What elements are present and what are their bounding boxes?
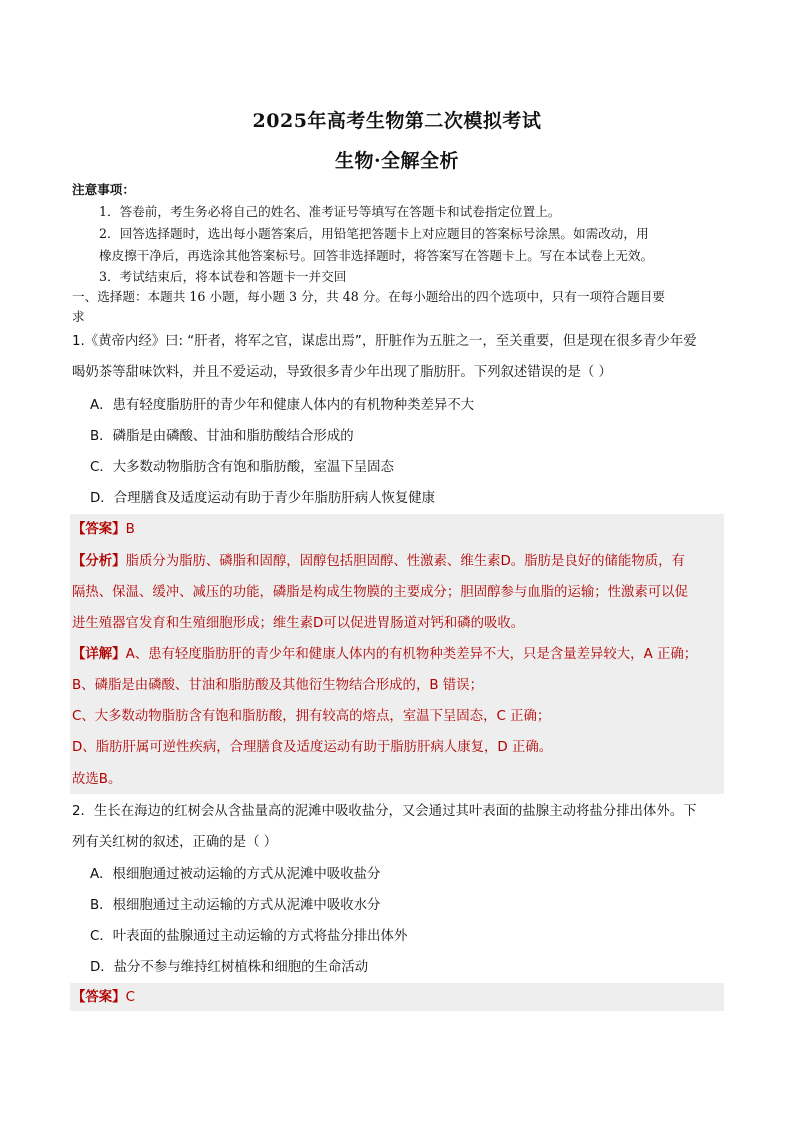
detail-tag: 【详解】: [72, 647, 126, 662]
notice-item-2: 2．回答选择题时，选出每小题答案后，用铅笔把答题卡上对应题目的答案标号涂黑。如需改动，用: [99, 226, 649, 241]
analysis-line-3: 进生殖器官发育和生殖细胞形成；维生素D可以促进胃肠道对钙和磷的吸收。: [72, 616, 525, 631]
detail-line-2: B、磷脂是由磷酸、甘油和脂肪酸及其他衍生物结合形成的，B 错误；: [72, 678, 483, 693]
notice-item-3: 3．考试结束后，将本试卷和答题卡一并交回: [99, 269, 347, 284]
exam-subtitle: 生物·全解全析: [334, 150, 460, 172]
detail-line-3: C、大多数动物脂肪含有饱和脂肪酸，拥有较高的熔点，室温下呈固态，C 正确；: [72, 709, 551, 724]
question-1-analysis: [72, 553, 727, 571]
detail-line-1: A、患有轻度脂肪肝的青少年和健康人体内的有机物种类差异不大，只是含量差异较大，A 正确；: [125, 647, 698, 662]
question-1-option-b: B．磷脂是由磷酸、甘油和脂肪酸结合形成的: [90, 429, 354, 444]
question-2-option-d: D．盐分不参与维持红树植株和细胞的生命活动: [90, 960, 369, 975]
section-heading: 一、选择题：本题共 16 小题，每小题 3 分，共 48 分。在每小题给出的四个选项中，只有一项符合题目要: [72, 289, 666, 304]
answer-value: B: [125, 522, 135, 537]
section-heading-cont: 求: [72, 309, 85, 324]
answer-tag: 【答案】: [72, 990, 126, 1005]
detail-conclusion: 故选B。: [72, 772, 122, 787]
question-2-stem-cont: 列有关红树的叙述，正确的是（ ）: [72, 835, 278, 850]
question-2-option-c: C．叶表面的盐腺通过主动运输的方式将盐分排出体外: [90, 929, 408, 944]
notice-heading: 注意事项：: [72, 182, 135, 197]
question-1-answer: [72, 521, 727, 539]
question-1-stem: 1.《黄帝内经》曰: “肝者，将军之官，谋虑出焉”，肝脏作为五脏之一，至关重要，但是现在很多青少年爱: [72, 334, 697, 349]
question-1-detail: [72, 646, 727, 664]
question-1-stem-cont: 喝奶茶等甜味饮料，并且不爱运动，导致很多青少年出现了脂肪肝。下列叙述错误的是（ ）: [72, 365, 612, 380]
question-2-stem: 2．生长在海边的红树会从含盐量高的泥滩中吸收盐分，又会通过其叶表面的盐腺主动将盐分排出体外。下: [72, 804, 697, 819]
answer-tag: 【答案】: [72, 522, 126, 537]
question-2-option-b: B．根细胞通过主动运输的方式从泥滩中吸收水分: [90, 898, 381, 913]
question-2-option-a: A．根细胞通过被动运输的方式从泥滩中吸收盐分: [90, 867, 381, 882]
answer-value: C: [125, 990, 135, 1005]
question-1-option-c: C．大多数动物脂肪含有饱和脂肪酸，室温下呈固态: [90, 460, 394, 475]
detail-line-4: D、脂肪肝属可逆性疾病，合理膳食及适度运动有助于脂肪肝病人康复，D 正确。: [72, 740, 553, 755]
exam-title: 2025年高考生物第二次模拟考试: [252, 110, 542, 132]
notice-item-1: 1．答卷前，考生务必将自己的姓名、准考证号等填写在答题卡和试卷指定位置上。: [99, 204, 561, 219]
analysis-line-2: 隔热、保温、缓冲、减压的功能，磷脂是构成生物膜的主要成分；胆固醇参与血脂的运输；性激素可以促: [72, 585, 688, 600]
question-1-option-d: D．合理膳食及适度运动有助于青少年脂肪肝病人恢复健康: [90, 491, 436, 506]
notice-item-2-cont: 橡皮擦干净后，再选涂其他答案标号。回答非选择题时，将答案写在答题卡上。写在本试卷上无效。: [99, 248, 654, 263]
question-1-option-a: A．患有轻度脂肪肝的青少年和健康人体内的有机物种类差异不大: [90, 398, 475, 413]
question-2-answer: [72, 989, 727, 1007]
analysis-tag: 【分析】: [72, 554, 126, 569]
analysis-line-1: 脂质分为脂肪、磷脂和固醇，固醇包括胆固醇、性激素、维生素D。脂肪是良好的储能物质，有: [125, 554, 685, 569]
